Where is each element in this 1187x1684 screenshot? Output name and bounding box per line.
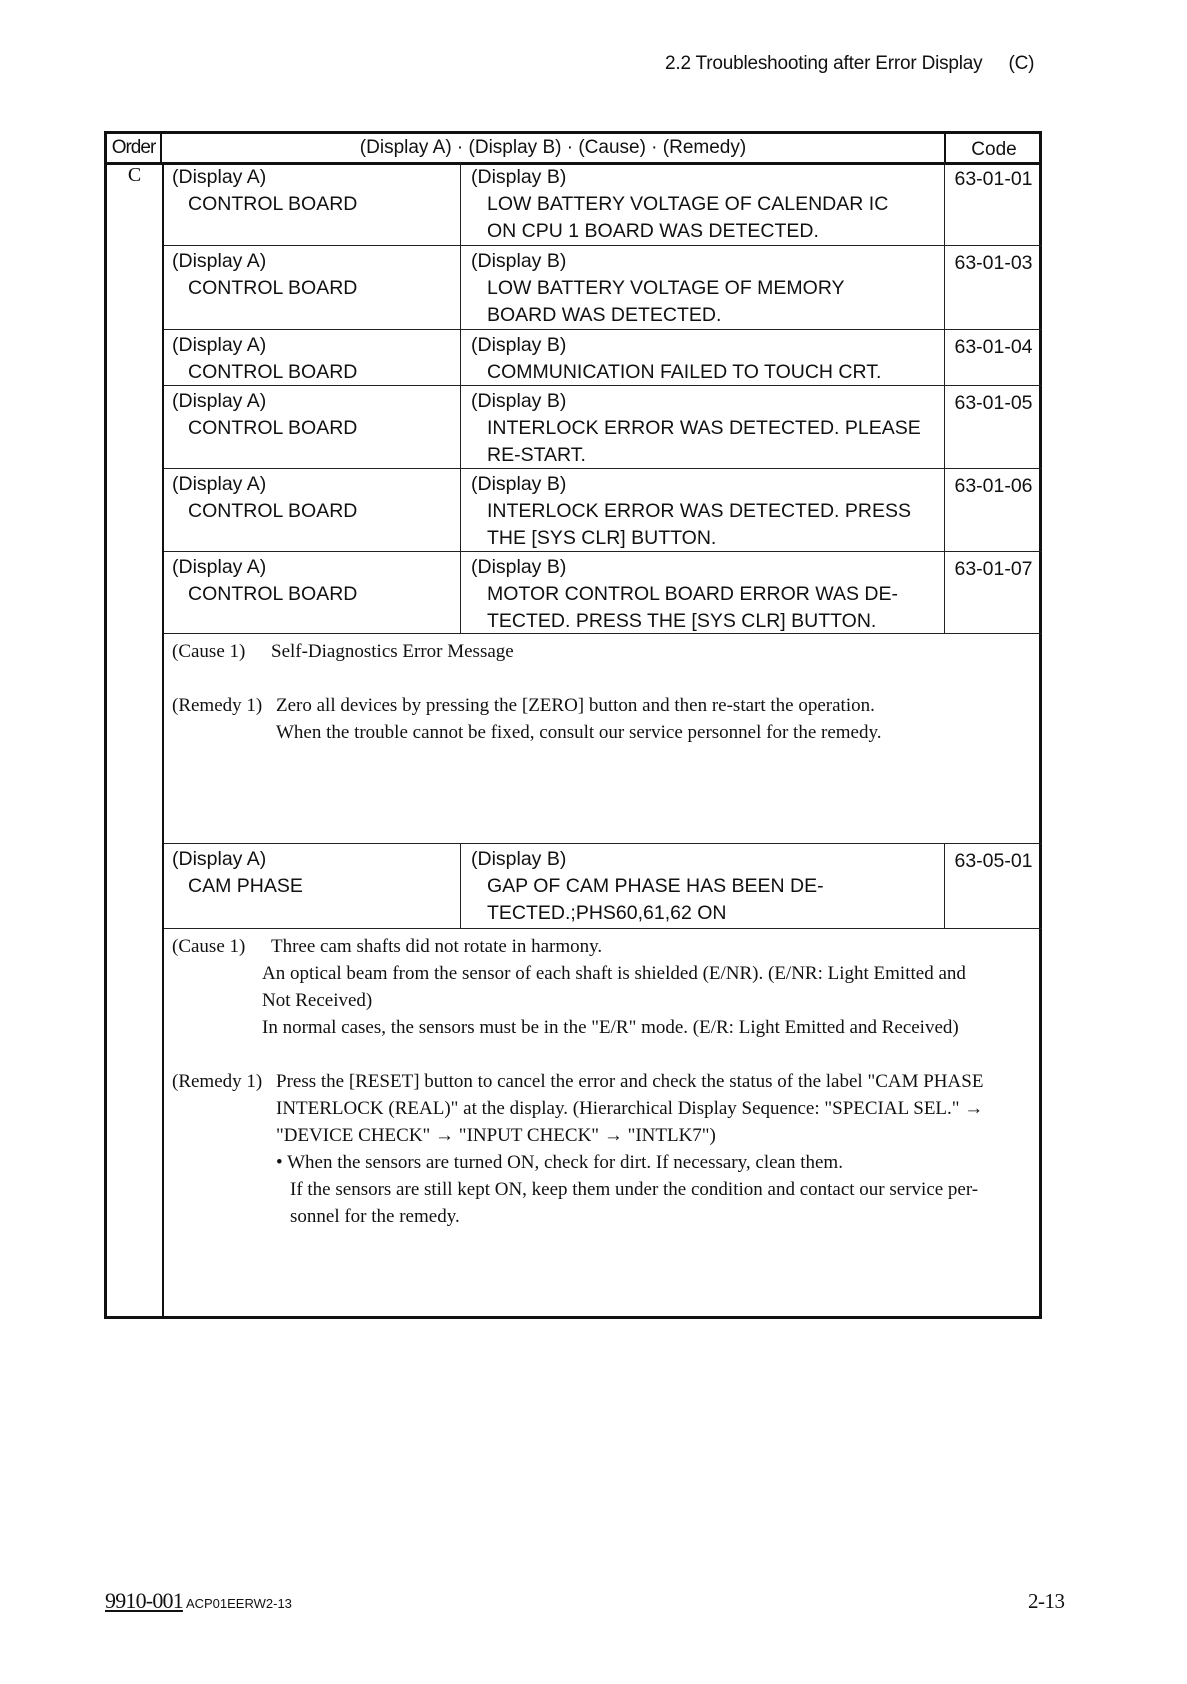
display-b-line: INTERLOCK ERROR WAS DETECTED. PRESS <box>487 500 912 522</box>
display-b-label: (Display B) <box>471 848 567 870</box>
code-cell: 63-01-03 <box>954 252 1033 274</box>
display-b-label: (Display B) <box>471 250 567 272</box>
document-code: ACP01EERW2-13 <box>185 1596 292 1611</box>
bullet-text: If the sensors are still kept ON, keep them under the condition and contact our service per- <box>290 1179 979 1200</box>
display-a-cell <box>164 469 461 551</box>
display-b-line: MOTOR CONTROL BOARD ERROR WAS DE- <box>487 583 898 605</box>
footer-document-id <box>105 1588 292 1614</box>
document-number: 9910-001 <box>105 1588 183 1613</box>
display-a-cell <box>164 552 461 633</box>
cause-text: In normal cases, the sensors must be in the "E/R" mode. (E/R: Light Emitted and Received) <box>262 1017 959 1038</box>
bullet-text: sonnel for the remedy. <box>290 1206 460 1227</box>
display-a-label: (Display A) <box>172 556 267 578</box>
table-row <box>164 246 1042 330</box>
display-b-line: TECTED.;PHS60,61,62 ON <box>487 902 727 924</box>
remedy-text: "DEVICE CHECK" → "INPUT CHECK" → "INTLK7") <box>276 1125 716 1146</box>
display-b-cell <box>461 246 945 329</box>
display-b-label: (Display B) <box>471 390 567 412</box>
display-a-cell <box>164 386 461 468</box>
table-row <box>164 552 1042 634</box>
display-b-line: ON CPU 1 BOARD WAS DETECTED. <box>487 220 819 242</box>
display-b-cell <box>461 330 945 385</box>
cause-text: Not Received) <box>262 990 373 1011</box>
remedy-text: Zero all devices by pressing the [ZERO] button and then re-start the operation. <box>276 695 875 716</box>
remedy-text: Press the [RESET] button to cancel the error and check the status of the label "CAM PHASE <box>276 1071 984 1092</box>
display-b-line: BOARD WAS DETECTED. <box>487 304 722 326</box>
code-cell: 63-01-06 <box>954 475 1033 497</box>
display-b-line: TECTED. PRESS THE [SYS CLR] BUTTON. <box>487 610 877 632</box>
display-b-line: RE-START. <box>487 444 586 466</box>
header-code: Code <box>944 134 1042 162</box>
display-a-label: (Display A) <box>172 848 267 870</box>
cause-line <box>172 638 1042 665</box>
code-cell: 63-01-01 <box>954 168 1033 190</box>
code-cell: 63-05-01 <box>954 850 1033 872</box>
display-a-cell <box>164 330 461 385</box>
bullet-item <box>172 1149 1042 1176</box>
display-a-label: (Display A) <box>172 166 267 188</box>
remedy-tag: (Remedy 1) <box>172 1071 263 1092</box>
code-cell: 63-01-04 <box>954 336 1033 358</box>
remedy-text: When the trouble cannot be fixed, consult our service personnel for the remedy. <box>276 722 882 743</box>
cause-text: An optical beam from the sensor of each shaft is shielded (E/NR). (E/NR: Light Emitted and <box>262 963 966 984</box>
table-row <box>164 386 1042 469</box>
display-a-label: (Display A) <box>172 250 267 272</box>
cause-text: Self-Diagnostics Error Message <box>271 641 514 662</box>
header-display-cause-remedy: (Display A) · (Display B) · (Cause) · (Remedy) <box>359 137 747 158</box>
display-b-label: (Display B) <box>471 166 567 188</box>
page-number: 2-13 <box>1028 1589 1065 1613</box>
cause-remedy-block <box>164 929 1042 1319</box>
remedy-tag: (Remedy 1) <box>172 695 263 716</box>
display-a-value: CONTROL BOARD <box>188 277 358 299</box>
display-b-line: INTERLOCK ERROR WAS DETECTED. PLEASE <box>487 417 921 439</box>
cause-text: Three cam shafts did not rotate in harmony. <box>271 936 603 957</box>
display-b-line: GAP OF CAM PHASE HAS BEEN DE- <box>487 875 824 897</box>
display-a-value: CONTROL BOARD <box>188 417 358 439</box>
table-header <box>107 134 1039 165</box>
remedy-text: INTERLOCK (REAL)" at the display. (Hierarchical Display Sequence: "SPECIAL SEL." → <box>276 1098 984 1119</box>
cause-line <box>172 933 1042 960</box>
display-a-value: CONTROL BOARD <box>188 361 358 383</box>
cause-tag: (Cause 1) <box>172 641 246 662</box>
display-a-label: (Display A) <box>172 390 267 412</box>
display-a-label: (Display A) <box>172 473 267 495</box>
order-value: C <box>127 164 142 186</box>
display-a-value: CAM PHASE <box>188 875 303 897</box>
bullet-icon: • <box>276 1152 283 1173</box>
display-b-cell <box>461 469 945 551</box>
display-a-label: (Display A) <box>172 334 267 356</box>
display-b-label: (Display B) <box>471 334 567 356</box>
display-b-cell <box>461 844 945 928</box>
cause-remedy-block <box>164 634 1042 844</box>
display-a-cell <box>164 246 461 329</box>
table-row <box>164 162 1042 246</box>
display-b-cell <box>461 552 945 633</box>
display-a-cell <box>164 162 461 245</box>
display-a-value: CONTROL BOARD <box>188 583 358 605</box>
display-b-line: THE [SYS CLR] BUTTON. <box>487 527 717 549</box>
display-a-cell <box>164 844 461 928</box>
section-title: 2.2 Troubleshooting after Error Display <box>665 53 983 74</box>
display-b-cell <box>461 386 945 468</box>
cause-tag: (Cause 1) <box>172 936 246 957</box>
header-order: Order <box>107 134 162 162</box>
section-letter: (C) <box>1008 53 1035 74</box>
display-b-cell <box>461 162 945 245</box>
table-row <box>164 469 1042 552</box>
display-a-value: CONTROL BOARD <box>188 500 358 522</box>
troubleshooting-table <box>104 131 1042 1319</box>
code-cell: 63-01-07 <box>954 558 1033 580</box>
bullet-text: When the sensors are turned ON, check for dirt. If necessary, clean them. <box>287 1152 843 1173</box>
table-row <box>164 330 1042 386</box>
display-a-value: CONTROL BOARD <box>188 193 358 215</box>
page-header <box>665 53 1034 75</box>
display-b-label: (Display B) <box>471 556 567 578</box>
remedy-line <box>172 692 1042 719</box>
display-b-line: COMMUNICATION FAILED TO TOUCH CRT. <box>487 361 882 383</box>
remedy-line <box>172 1068 1042 1095</box>
display-b-line: LOW BATTERY VOLTAGE OF CALENDAR IC <box>487 193 889 215</box>
display-b-label: (Display B) <box>471 473 567 495</box>
display-b-line: LOW BATTERY VOLTAGE OF MEMORY <box>487 277 845 299</box>
code-cell: 63-01-05 <box>954 392 1033 414</box>
table-row <box>164 844 1042 929</box>
